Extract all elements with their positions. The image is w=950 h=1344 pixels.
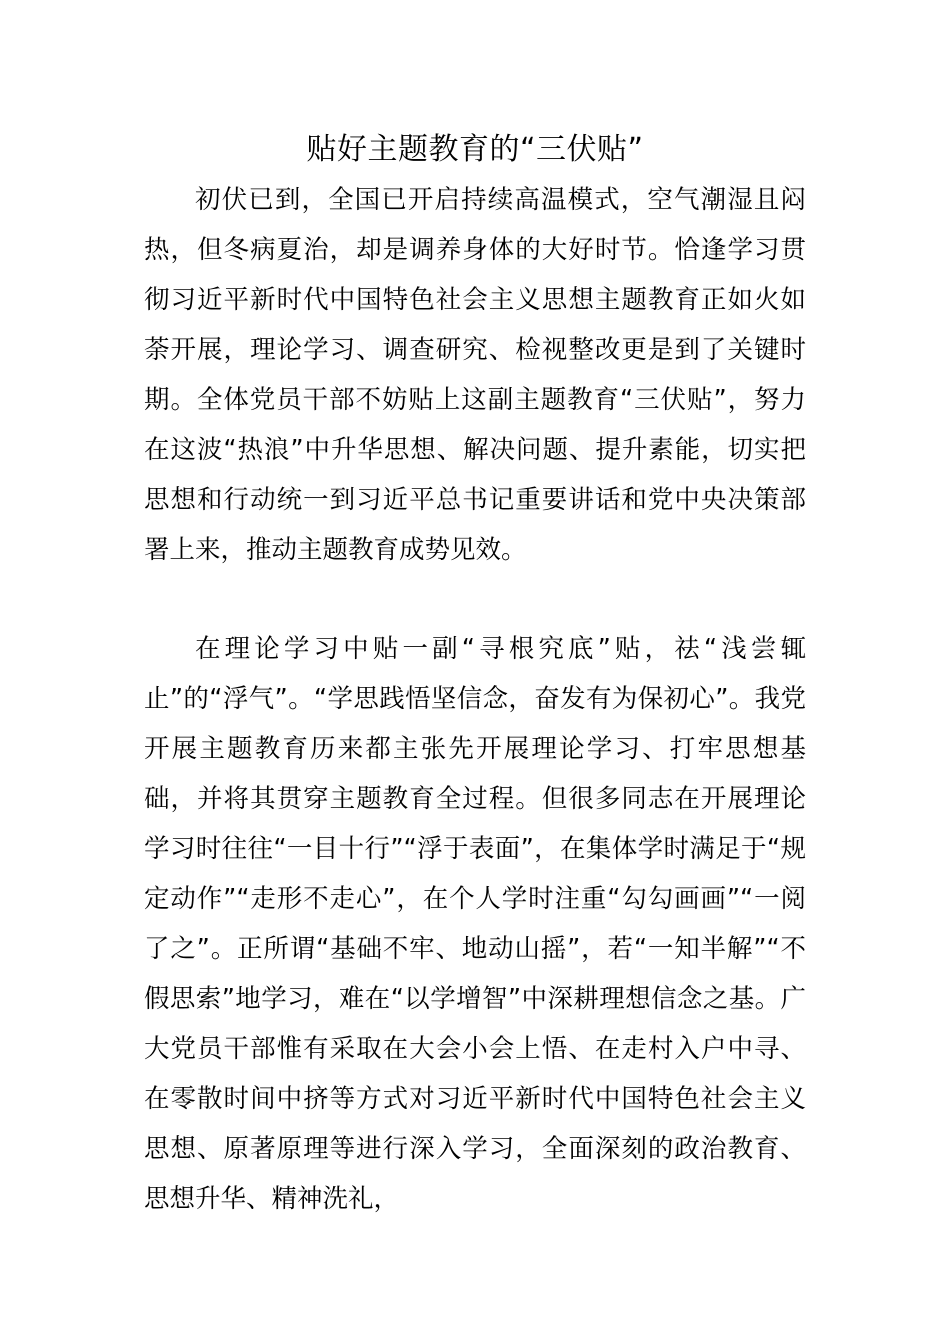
document-title: 贴好主题教育的“三伏贴” [306,132,644,167]
paragraph-intro: 初伏已到，全国已开启持续高温模式，空气潮湿且闷热，但冬病夏治，却是调养身体的大好时节。恰逢学习贯彻习近平新时代中国特色社会主义思想主题教育正如火如荼开展，理论学习、调查研究、检视整改更是到了关键时期。全体党员干部不妨贴上这副主题教育“三伏贴”，努力在这波“热浪”中升华思想、解决问题、提升素能，切实把思想和行动统一到习近平总书记重要讲话和党中央决策部署上来，推动主题教育成势见效。 [144,185,806,565]
paragraph-theory-study: 在理论学习中贴一副“寻根究底”贴，祛“浅尝辄止”的“浮气”。“学思践悟坚信念，奋发有为保初心”。我党开展主题教育历来都主张先开展理论学习、打牢思想基础，并将其贯穿主题教育全过程。但很多同志在开展理论学习时往往“一目十行”“浮于表面”，在集体学时满足于“规定动作”“走形不走心”，在个人学时注重“勾勾画画”“一阅了之”。正所谓“基础不牢、地动山摇”，若“一知半解”“不假思索”地学习，难在“以学增智”中深耕理想信念之基。广大党员干部惟有采取在大会小会上悟、在走村入户中寻、在零散时间中挤等方式对习近平新时代中国特色社会主义思想、原著原理等进行深入学习，全面深刻的政治教育、思想升华、精神洗礼， [144,634,806,1214]
